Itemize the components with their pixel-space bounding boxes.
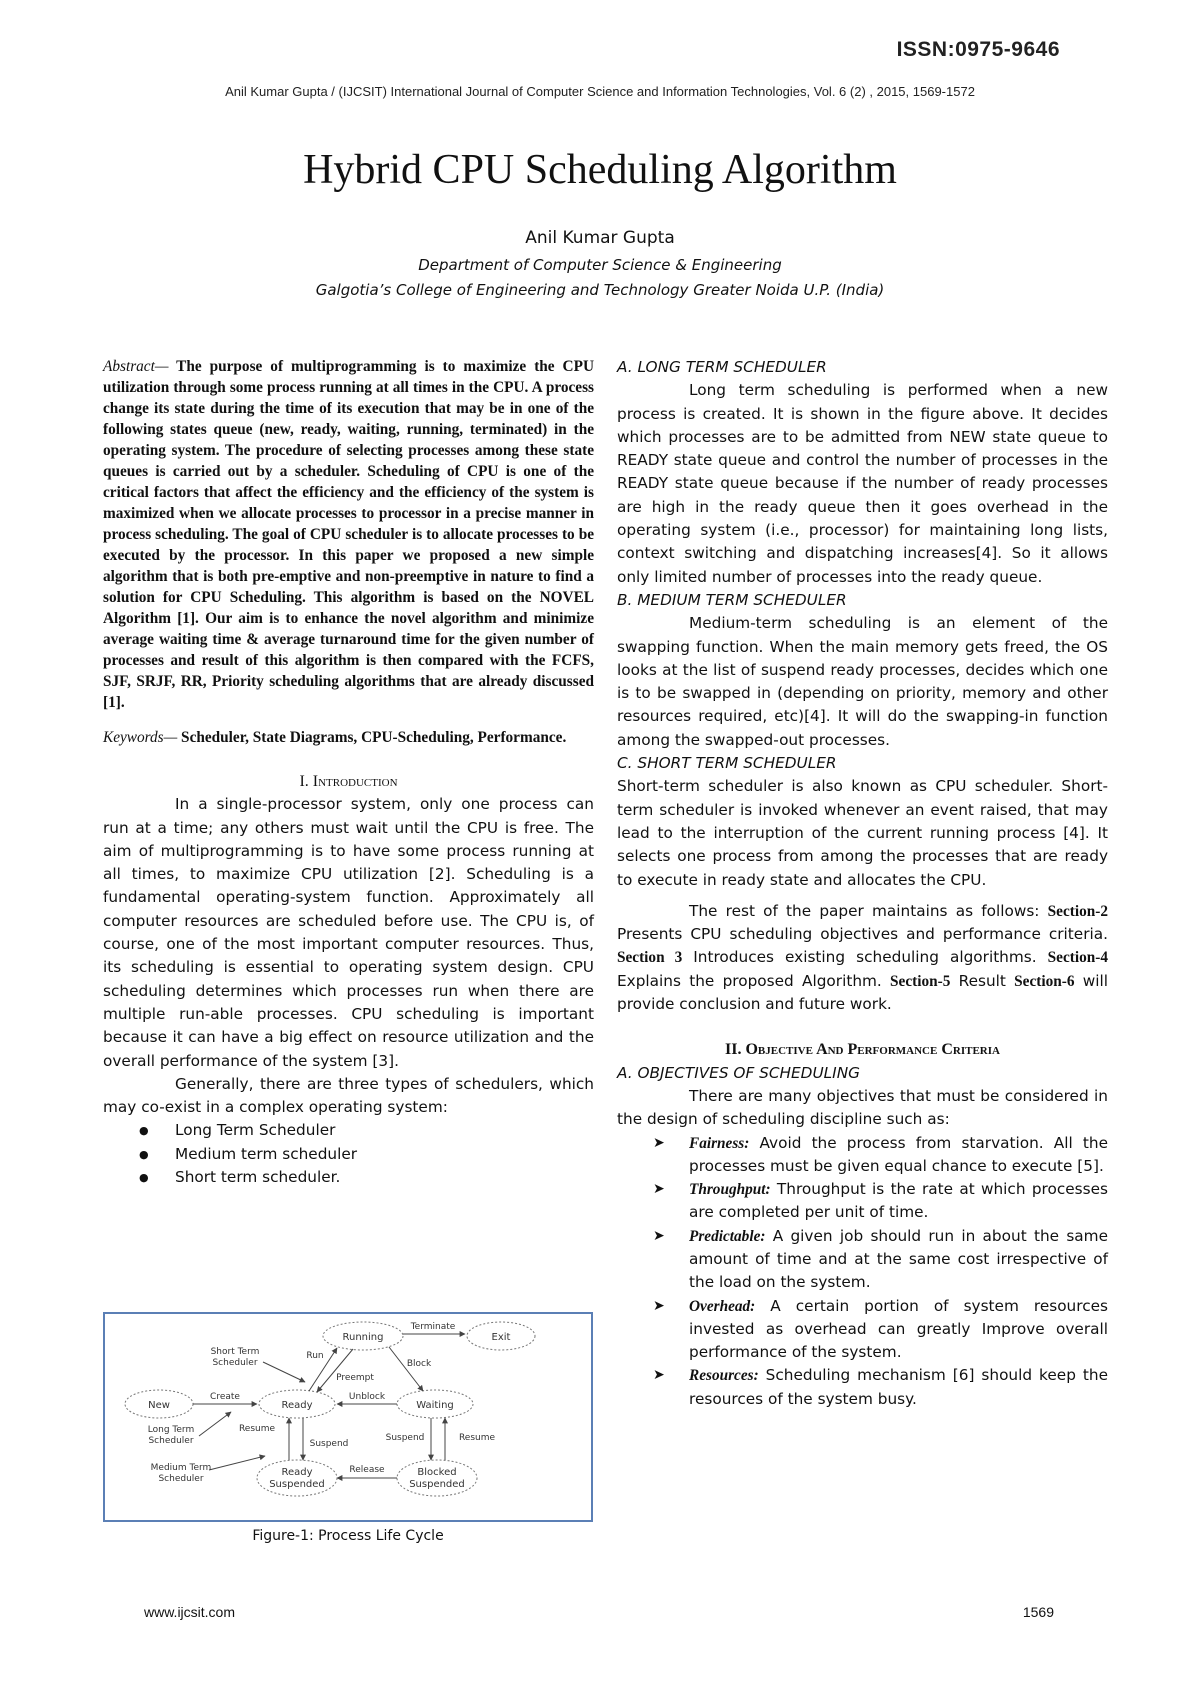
medium-term-text: Medium-term scheduling is an element of the swapping function. When the main memory gets freed, the OS looks at the list of suspend ready processes, decides which one is to be swapped in (depending on priority, memory and other resources required, etc)[4]. It will do the swapping-in function among the swapped-out processes.: [617, 614, 1108, 749]
section-2-heading: II. Objective And Performance Criteria: [725, 1041, 1000, 1059]
objective-term: Overhead:: [689, 1297, 756, 1315]
abstract-text: The purpose of multiprogramming is to maximize the CPU utilization through some process running at all times in the CPU. A process change its state during the time of its execution that may be in one of the following states queue (new, ready, waiting, running, terminated) in the operating system. The procedure of selecting processes among these state queues is carried out by a scheduler. Scheduling of CPU is one of the critical factors that affect the efficiency and the efficiency of the system is maximized when we allocate processes to processor in a precise manner in process scheduling. The goal of CPU scheduler is to allocate processes to be executed by the processor. In this paper we proposed a new simple algorithm that is both pre-emptive and non-preemptive in nature to find a solution for CPU Scheduling. This algorithm is based on the NOVEL Algorithm [1]. Our aim is to enhance the novel algorithm and minimize average waiting time & average turnaround time for the given number of processes and result of this algorithm is then compared with the FCFS, SJF, SRJF, RR, Priority scheduling algorithms that are already discussed [1].: [103, 358, 594, 711]
list-item: [689, 1295, 1108, 1365]
outline-text: Result: [950, 971, 1015, 990]
intro-paragraph-2: Generally, there are three types of schedulers, which may co-exist in a complex operating system:: [103, 1074, 594, 1117]
journal-header: Anil Kumar Gupta / (IJCSIT) International Journal of Computer Science and Information Technologies, Vol. 6 (2) , 2015, 1569-1572: [225, 84, 975, 99]
medium-term-label-2: Scheduler: [158, 1474, 204, 1484]
edge-short-term-pointer: [263, 1362, 305, 1382]
objectives-list: [617, 1132, 1108, 1412]
short-term-heading: C. SHORT TERM SCHEDULER: [617, 754, 837, 773]
objective-term: Predictable:: [689, 1227, 766, 1245]
edge-block: [389, 1347, 423, 1391]
process-life-cycle-figure: [103, 1312, 593, 1522]
footer-page-number: 1569: [1022, 1604, 1054, 1620]
edge-resume-right-label: Resume: [458, 1433, 496, 1443]
node-running-label: Running: [342, 1332, 384, 1343]
edge-medium-term-pointer: [209, 1456, 265, 1470]
list-item: ● Short term scheduler.: [175, 1166, 594, 1189]
edge-long-term-pointer: [199, 1412, 231, 1436]
outline-section-5: Section-5: [890, 972, 951, 990]
list-item: [689, 1178, 1108, 1225]
state-diagram: [105, 1314, 591, 1520]
short-term-label-2: Scheduler: [212, 1358, 258, 1368]
edge-release-label: Release: [349, 1465, 385, 1475]
edge-resume-left-label: Resume: [238, 1424, 276, 1434]
affiliation-department: Department of Computer Science & Engineering: [418, 256, 782, 274]
list-item: [689, 1132, 1108, 1179]
outline-text: The rest of the paper maintains as follows:: [689, 901, 1048, 920]
node-ready-label: Ready: [281, 1400, 313, 1411]
left-column: [103, 356, 594, 1189]
objectives-intro: There are many objectives that must be considered in the design of scheduling discipline such as:: [617, 1086, 1108, 1129]
objective-text: A certain portion of system resources invested as overhead can greatly Improve overall performance of the system.: [689, 1296, 1108, 1362]
right-column: [617, 356, 1108, 1411]
list-item: [689, 1364, 1108, 1411]
intro-paragraph-1: In a single-processor system, only one process can run at a time; any others must wait until the CPU is free. The aim of multiprogramming is to have some process running at all times, to maximize CPU utilization [2]. Scheduling is a fundamental operating-system function. Approximately all computer resources are scheduled before use. The CPU is, of course, one of the most important computer resources. Thus, its scheduling is essential to operating system design. CPU scheduling determines which processes run when there are multiple run-able processes. CPU scheduling is important because it can have a big effect on resource utilization and the overall performance of the system [3].: [103, 795, 594, 1070]
objective-text: Avoid the process from starvation. All the processes must be given equal chance to execute [5].: [689, 1133, 1108, 1175]
node-ready-suspended-label-2: Suspended: [269, 1479, 325, 1490]
outline-section-3: Section 3: [617, 949, 683, 967]
intro-heading: I. Introduction: [299, 773, 398, 790]
objective-term: Fairness:: [689, 1134, 750, 1152]
edge-terminate-label: Terminate: [410, 1322, 456, 1332]
outline-text: Presents CPU scheduling objectives and performance criteria.: [617, 925, 1108, 944]
paper-outline: [617, 900, 1108, 1016]
long-term-label-1: Long Term: [147, 1425, 195, 1435]
paper-title: Hybrid CPU Scheduling Algorithm: [303, 147, 897, 193]
edge-create-label: Create: [210, 1392, 240, 1402]
objective-term: Throughput:: [689, 1181, 771, 1199]
list-item: ● Medium term scheduler: [175, 1143, 594, 1166]
objectives-heading: A. OBJECTIVES OF SCHEDULING: [617, 1063, 860, 1082]
medium-term-heading: B. MEDIUM TERM SCHEDULER: [617, 590, 847, 609]
edge-suspend-left-label: Suspend: [309, 1439, 349, 1449]
node-ready-suspended-label-1: Ready: [281, 1467, 313, 1478]
edge-block-label: Block: [406, 1359, 432, 1369]
figure-caption: Figure-1: Process Life Cycle: [252, 1528, 444, 1544]
list-item: [689, 1225, 1108, 1295]
outline-text: Introduces existing scheduling algorithms.: [682, 948, 1048, 967]
edge-suspend-right-label: Suspend: [385, 1433, 425, 1443]
objective-text: A given job should run in about the same amount of time and at the same cost irrespective of the load on the system.: [689, 1226, 1108, 1292]
edge-unblock-label: Unblock: [348, 1392, 386, 1402]
keywords: [103, 727, 594, 748]
objective-term: Resources:: [689, 1367, 759, 1385]
long-term-label-2: Scheduler: [148, 1436, 194, 1446]
node-ready-suspended: [257, 1460, 337, 1496]
issn-label: ISSN:0975-9646: [896, 38, 1060, 61]
long-term-heading: A. LONG TERM SCHEDULER: [617, 358, 827, 376]
keywords-text: Scheduler, State Diagrams, CPU-Scheduling, Performance.: [177, 729, 567, 746]
node-new-label: New: [148, 1400, 170, 1411]
keywords-lead: Keywords—: [103, 729, 178, 746]
short-term-text: Short-term scheduler is also known as CPU scheduler. Short-term scheduler is invoked whenever an event raised, that may lead to the interruption of the current running process [4]. It selects one process from among the processes that are ready to execute in ready state and allocates the CPU.: [617, 777, 1108, 889]
outline-text: will provide conclusion and future work.: [617, 971, 1108, 1014]
objective-text: Throughput is the rate at which processes are completed per unit of time.: [689, 1180, 1108, 1222]
outline-section-2: Section-2: [1047, 902, 1108, 920]
scheduler-list: [103, 1119, 594, 1189]
edge-preempt-label: Preempt: [336, 1373, 374, 1383]
edge-run-label: Run: [306, 1351, 324, 1361]
affiliation-college: Galgotia’s College of Engineering and Technology Greater Noida U.P. (India): [315, 281, 885, 299]
medium-term-label-1: Medium Term: [150, 1463, 212, 1473]
list-item: ● Long Term Scheduler: [175, 1119, 594, 1142]
node-exit-label: Exit: [491, 1332, 511, 1343]
outline-text: Explains the proposed Algorithm.: [617, 971, 891, 990]
node-waiting-label: Waiting: [416, 1400, 454, 1411]
long-term-text: Long term scheduling is performed when a new process is created. It is shown in the figure above. It decides which processes are to be admitted from NEW state queue to READY state queue and control the number of processes in the READY state queue because if the number of ready processes are high in the ready queue then it goes overhead in the operating system (i.e., processor) for maintaining long lists, context switching and dispatching increases[4]. So it allows only limited number of processes into the ready queue.: [617, 381, 1108, 586]
abstract-lead: Abstract—: [103, 358, 169, 375]
outline-section-4: Section-4: [1047, 949, 1108, 967]
short-term-label-1: Short Term: [210, 1347, 260, 1357]
node-blocked-suspended-label-2: Suspended: [409, 1479, 465, 1490]
outline-section-6: Section-6: [1014, 972, 1075, 990]
node-blocked-suspended: [397, 1460, 477, 1496]
abstract: [103, 356, 594, 713]
objective-text: Scheduling mechanism [6] should keep the resources of the system busy.: [689, 1366, 1108, 1408]
author-name: Anil Kumar Gupta: [525, 228, 675, 248]
footer-website[interactable]: www.ijcsit.com: [144, 1604, 236, 1620]
node-blocked-suspended-label-1: Blocked: [417, 1467, 457, 1478]
